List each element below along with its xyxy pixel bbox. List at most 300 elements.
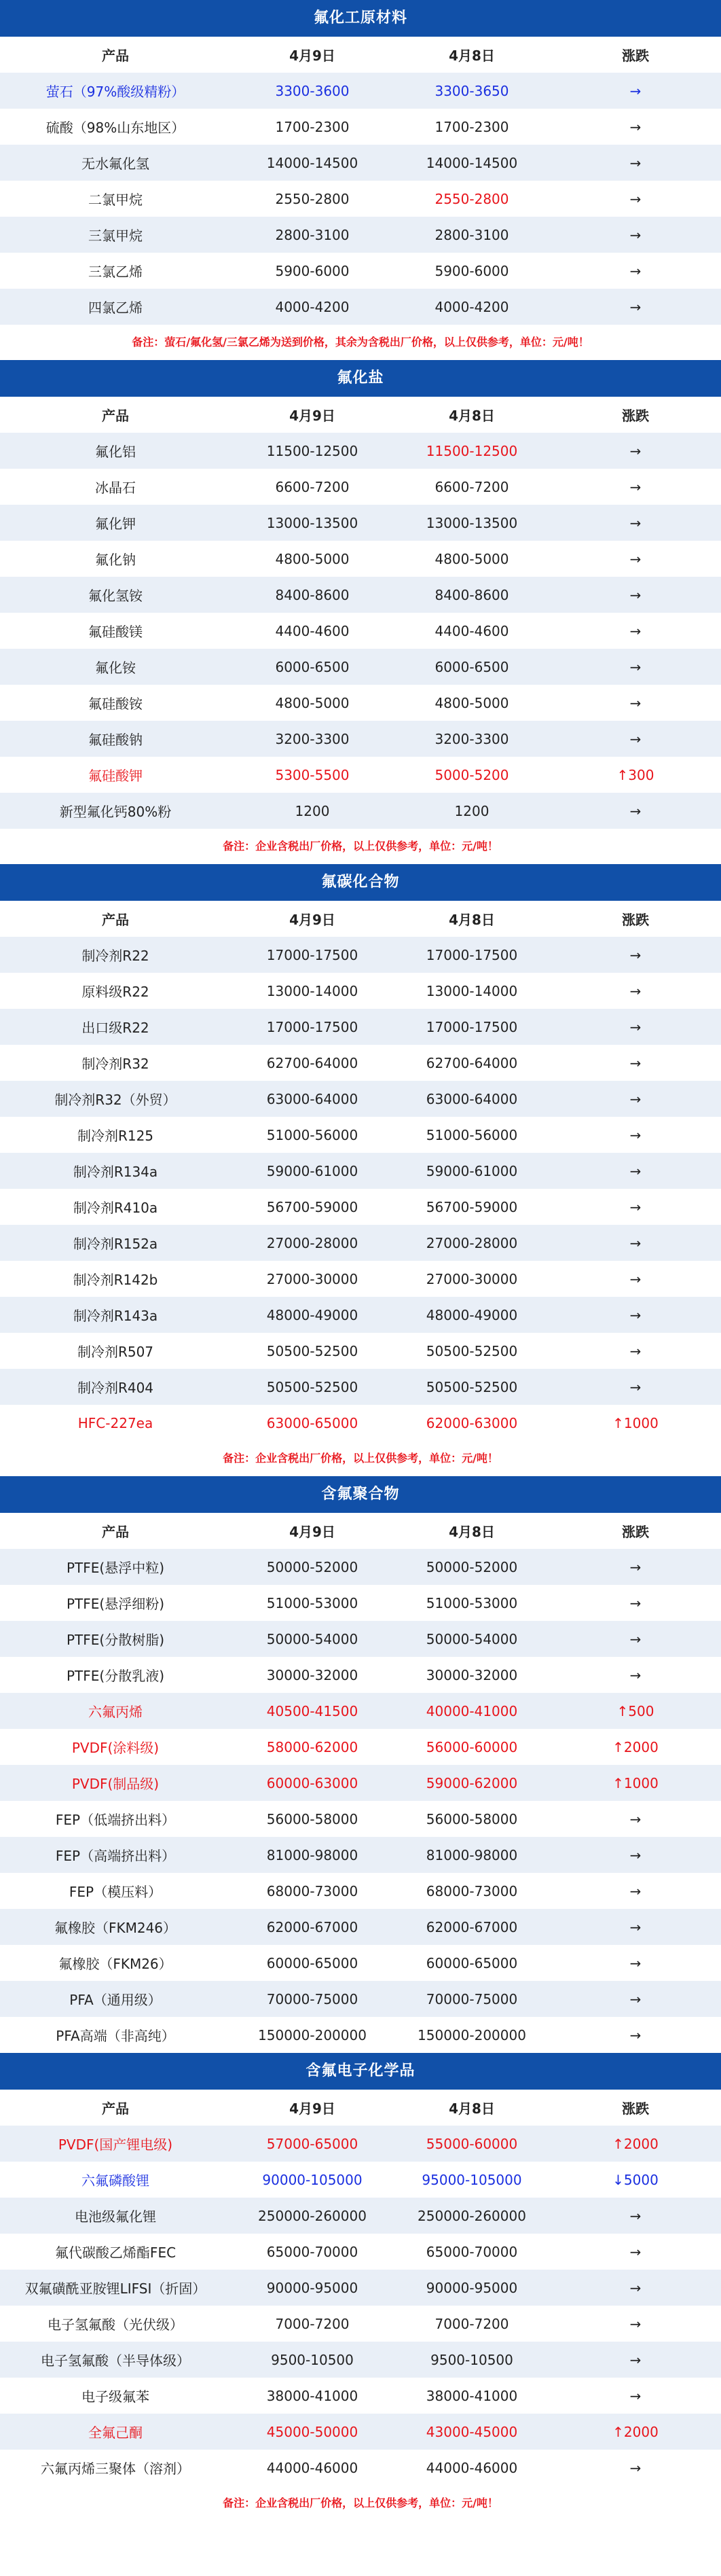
table-row: [0, 1657, 721, 1693]
price-change: →: [629, 1990, 642, 2007]
price-change: →: [629, 1270, 642, 1287]
price-date-2: 150000-200000: [418, 2026, 526, 2043]
price-date-2: 1200: [454, 802, 489, 819]
product-name: 制冷剂R134a: [73, 1164, 158, 1180]
price-change: ↑1000: [612, 1774, 659, 1791]
table-header-row: [0, 901, 721, 937]
price-date-1: 8400-8600: [275, 586, 350, 603]
price-section: [0, 360, 721, 864]
table-row: [0, 109, 721, 145]
table-row: [0, 613, 721, 649]
product-name: 全氟己酮: [88, 2425, 143, 2441]
price-date-2: 51000-56000: [426, 1126, 518, 1143]
table-row: [0, 1369, 721, 1405]
table-row: [0, 541, 721, 577]
product-name: 六氟磷酸锂: [81, 2172, 149, 2189]
price-date-2: 6600-7200: [435, 478, 509, 495]
price-date-2: 38000-41000: [426, 2387, 518, 2404]
price-date-1: 4800-5000: [275, 694, 350, 711]
price-change: →: [629, 118, 642, 135]
price-change: →: [629, 1342, 642, 1359]
product-name: 电子级氟苯: [81, 2389, 149, 2405]
header-date-2: 4月8日: [449, 2100, 495, 2117]
table-row: [0, 1153, 721, 1189]
header-product: 产品: [102, 1524, 129, 1540]
product-name: PTFE(分散乳液): [66, 1668, 165, 1684]
section-title: 氟碳化合物: [0, 864, 721, 901]
price-date-1: 48000-49000: [266, 1306, 358, 1323]
table-row: [0, 2378, 721, 2414]
price-date-2: 62000-63000: [426, 1414, 518, 1431]
price-date-1: 58000-62000: [266, 1738, 358, 1755]
table-row: [0, 1081, 721, 1117]
header-change: 涨跌: [622, 408, 649, 424]
table-row: [0, 1873, 721, 1909]
price-change: →: [629, 1810, 642, 1827]
table-row: [0, 1765, 721, 1801]
product-name: 制冷剂R142b: [73, 1272, 158, 1288]
product-name: FEP（高端挤出料）: [55, 1848, 176, 1864]
table-row: [0, 217, 721, 253]
table-row: [0, 2450, 721, 2486]
price-date-1: 57000-65000: [266, 2135, 358, 2152]
table-row: [0, 793, 721, 829]
price-date-2: 4800-5000: [435, 694, 509, 711]
product-name: 四氯乙烯: [88, 300, 143, 316]
table-row: [0, 1585, 721, 1621]
price-change: →: [629, 586, 642, 603]
price-date-1: 38000-41000: [266, 2387, 358, 2404]
price-date-1: 2800-3100: [275, 226, 350, 243]
price-date-1: 14000-14500: [266, 154, 358, 171]
price-date-2: 51000-53000: [426, 1594, 518, 1611]
product-name: 氟化氢铵: [88, 588, 143, 604]
price-date-2: 60000-65000: [426, 1954, 518, 1971]
table-row: [0, 1837, 721, 1873]
section-title: 含氟电子化学品: [0, 2053, 721, 2090]
price-date-2: 4800-5000: [435, 550, 509, 567]
table-row: [0, 145, 721, 181]
price-change: →: [629, 1954, 642, 1971]
product-name: PFA（通用级）: [69, 1992, 162, 2008]
product-name: 六氟丙烯: [88, 1704, 143, 1720]
price-change: →: [629, 190, 642, 207]
price-change: →: [629, 1090, 642, 1107]
price-date-2: 50500-52500: [426, 1378, 518, 1395]
table-row: [0, 2126, 721, 2162]
price-date-2: 250000-260000: [418, 2207, 526, 2224]
table-row: [0, 1801, 721, 1837]
table-row: [0, 1621, 721, 1657]
price-change: →: [629, 946, 642, 963]
price-date-1: 50500-52500: [266, 1378, 358, 1395]
table-header-row: [0, 2090, 721, 2126]
price-date-2: 6000-6500: [435, 658, 509, 675]
price-date-1: 13000-14000: [266, 982, 358, 999]
price-change: ↑2000: [612, 1738, 659, 1755]
price-date-2: 27000-30000: [426, 1270, 518, 1287]
table-row: [0, 505, 721, 541]
price-date-1: 68000-73000: [266, 1882, 358, 1899]
product-name: 氟硅酸钾: [88, 768, 143, 784]
header-change: 涨跌: [622, 2100, 649, 2117]
price-date-1: 1700-2300: [275, 118, 350, 135]
price-change: →: [629, 298, 642, 315]
product-name: 氟橡胶（FKM246）: [54, 1920, 177, 1936]
table-header-row: [0, 397, 721, 433]
table-row: [0, 721, 721, 757]
table-row: [0, 757, 721, 793]
price-date-2: 13000-13500: [426, 514, 518, 531]
price-date-2: 13000-14000: [426, 982, 518, 999]
price-date-1: 1200: [295, 802, 330, 819]
product-name: 三氯乙烯: [88, 264, 143, 280]
header-date-2: 4月8日: [449, 1524, 495, 1540]
price-date-2: 50000-52000: [426, 1558, 518, 1575]
price-date-1: 150000-200000: [258, 2026, 367, 2043]
price-date-1: 50500-52500: [266, 1342, 358, 1359]
header-date-1: 4月9日: [289, 912, 335, 928]
table-row: [0, 1045, 721, 1081]
product-name: 二氯甲烷: [88, 192, 143, 208]
table-row: [0, 2306, 721, 2342]
price-date-1: 59000-61000: [266, 1162, 358, 1179]
price-section: [0, 1476, 721, 2053]
price-date-2: 5900-6000: [435, 262, 509, 279]
table-row: [0, 1981, 721, 2017]
price-date-2: 7000-7200: [435, 2315, 509, 2332]
table-row: [0, 73, 721, 109]
product-name: 氟化铵: [95, 660, 136, 676]
price-date-2: 70000-75000: [426, 1990, 518, 2007]
product-name: PTFE(悬浮中粒): [66, 1560, 165, 1576]
table-row: [0, 1297, 721, 1333]
product-name: HFC-227ea: [77, 1414, 153, 1431]
product-name: 制冷剂R404: [77, 1380, 154, 1396]
price-date-2: 4000-4200: [435, 298, 509, 315]
product-name: FEP（模压料）: [69, 1884, 162, 1900]
price-date-1: 56000-58000: [266, 1810, 358, 1827]
price-date-2: 48000-49000: [426, 1306, 518, 1323]
price-date-1: 5900-6000: [275, 262, 350, 279]
section-title: 氟化工原材料: [0, 0, 721, 37]
product-name: 电子氢氟酸（半导体级）: [41, 2353, 190, 2369]
product-name: 制冷剂R32（外贸）: [54, 1092, 177, 1108]
price-date-2: 63000-64000: [426, 1090, 518, 1107]
price-date-2: 1700-2300: [435, 118, 509, 135]
product-name: 制冷剂R143a: [73, 1308, 158, 1324]
price-date-1: 3300-3600: [275, 82, 350, 99]
table-row: [0, 2017, 721, 2053]
table-row: [0, 1009, 721, 1045]
price-date-2: 11500-12500: [426, 442, 518, 459]
product-name: 双氟磺酰亚胺锂LIFSI（折固）: [24, 2280, 206, 2297]
price-date-2: 40000-41000: [426, 1702, 518, 1719]
price-change: ↑1000: [612, 1414, 659, 1431]
price-change: ↓5000: [612, 2171, 659, 2188]
price-change: →: [629, 1198, 642, 1215]
price-date-2: 50000-54000: [426, 1630, 518, 1647]
product-name: 氟化钠: [95, 552, 136, 568]
product-name: 电子氢氟酸（光伏级）: [48, 2316, 183, 2333]
table-row: [0, 1693, 721, 1729]
price-date-2: 62700-64000: [426, 1054, 518, 1071]
price-change: →: [629, 1882, 642, 1899]
price-change: →: [629, 2351, 642, 2368]
product-name: 制冷剂R410a: [73, 1200, 158, 1216]
price-change: →: [629, 1558, 642, 1575]
price-date-1: 45000-50000: [266, 2423, 358, 2440]
price-change: →: [629, 262, 642, 279]
price-date-1: 63000-64000: [266, 1090, 358, 1107]
product-name: 硫酸（98%山东地区）: [45, 120, 185, 136]
table-row: [0, 1261, 721, 1297]
price-change: →: [629, 2026, 642, 2043]
price-date-1: 9500-10500: [271, 2351, 354, 2368]
price-change: →: [629, 1846, 642, 1863]
price-date-2: 65000-70000: [426, 2243, 518, 2260]
price-date-1: 65000-70000: [266, 2243, 358, 2260]
product-name: PVDF(国产锂电级): [58, 2136, 173, 2153]
product-name: 氟硅酸铵: [88, 696, 143, 712]
price-date-2: 9500-10500: [430, 2351, 513, 2368]
header-product: 产品: [102, 2100, 129, 2117]
price-change: →: [629, 1234, 642, 1251]
price-date-2: 30000-32000: [426, 1666, 518, 1683]
product-name: 六氟丙烯三聚体（溶剂）: [41, 2461, 190, 2477]
section-title: 氟化盐: [0, 360, 721, 397]
price-date-1: 51000-56000: [266, 1126, 358, 1143]
price-change: ↑2000: [612, 2423, 659, 2440]
price-date-1: 250000-260000: [258, 2207, 367, 2224]
price-date-1: 27000-28000: [266, 1234, 358, 1251]
header-change: 涨跌: [622, 1524, 649, 1540]
price-date-2: 95000-105000: [422, 2171, 522, 2188]
price-change: →: [629, 154, 642, 171]
price-change: →: [629, 2315, 642, 2332]
price-change: →: [629, 1018, 642, 1035]
product-name: 氟代碳酸乙烯酯FEC: [54, 2244, 177, 2261]
price-date-1: 62700-64000: [266, 1054, 358, 1071]
table-row: [0, 253, 721, 289]
table-row: [0, 577, 721, 613]
price-section: [0, 0, 721, 360]
table-header-row: [0, 1513, 721, 1549]
header-product: 产品: [102, 48, 129, 64]
product-name: 萤石（97%酸级精粉）: [45, 84, 185, 100]
product-name: 新型氟化钙80%粉: [59, 804, 172, 820]
price-change: →: [629, 1306, 642, 1323]
price-date-1: 17000-17500: [266, 1018, 358, 1035]
price-date-1: 44000-46000: [266, 2459, 358, 2476]
product-name: PTFE(分散树脂): [66, 1632, 165, 1648]
table-row: [0, 2414, 721, 2450]
product-name: 冰晶石: [95, 480, 136, 496]
price-date-1: 2550-2800: [275, 190, 350, 207]
table-row: [0, 1333, 721, 1369]
header-date-2: 4月8日: [449, 408, 495, 424]
price-change: →: [629, 2387, 642, 2404]
header-date-1: 4月9日: [289, 48, 335, 64]
price-date-2: 17000-17500: [426, 1018, 518, 1035]
table-row: [0, 1945, 721, 1981]
section-note: 备注：企业含税出厂价格，以上仅供参考，单位：元/吨！: [0, 1441, 721, 1476]
table-row: [0, 469, 721, 505]
table-row: [0, 937, 721, 973]
header-change: 涨跌: [622, 48, 649, 64]
header-date-1: 4月9日: [289, 2100, 335, 2117]
price-change: →: [629, 1126, 642, 1143]
price-date-2: 2800-3100: [435, 226, 509, 243]
product-name: PVDF(制品级): [71, 1776, 160, 1792]
price-change: →: [629, 82, 642, 99]
price-date-1: 70000-75000: [266, 1990, 358, 2007]
table-row: [0, 1225, 721, 1261]
product-name: 三氯甲烷: [88, 228, 143, 244]
price-date-2: 62000-67000: [426, 1918, 518, 1935]
price-change: →: [629, 1918, 642, 1935]
price-date-2: 68000-73000: [426, 1882, 518, 1899]
table-row: [0, 1909, 721, 1945]
price-date-1: 50000-52000: [266, 1558, 358, 1575]
price-date-1: 62000-67000: [266, 1918, 358, 1935]
product-name: 氟化铝: [95, 444, 136, 460]
price-date-1: 3200-3300: [275, 730, 350, 747]
price-date-2: 59000-61000: [426, 1162, 518, 1179]
product-name: 氟化钾: [95, 516, 136, 532]
price-change: →: [629, 1630, 642, 1647]
product-name: 原料级R22: [81, 984, 149, 1000]
header-date-2: 4月8日: [449, 912, 495, 928]
price-date-2: 90000-95000: [426, 2279, 518, 2296]
header-product: 产品: [102, 912, 129, 928]
price-change: →: [629, 694, 642, 711]
price-date-1: 50000-54000: [266, 1630, 358, 1647]
price-date-2: 43000-45000: [426, 2423, 518, 2440]
product-name: FEP（低端挤出料）: [55, 1812, 176, 1828]
product-name: 氟硅酸镁: [88, 624, 143, 640]
header-date-1: 4月9日: [289, 1524, 335, 1540]
price-change: →: [629, 442, 642, 459]
product-name: 制冷剂R22: [81, 948, 149, 964]
price-date-1: 63000-65000: [266, 1414, 358, 1431]
price-date-1: 30000-32000: [266, 1666, 358, 1683]
price-date-1: 60000-63000: [266, 1774, 358, 1791]
product-name: 出口级R22: [81, 1020, 149, 1036]
price-date-2: 17000-17500: [426, 946, 518, 963]
table-row: [0, 2234, 721, 2270]
price-date-1: 4400-4600: [275, 622, 350, 639]
price-change: ↑300: [616, 766, 654, 783]
price-date-2: 56700-59000: [426, 1198, 518, 1215]
price-change: ↑2000: [612, 2135, 659, 2152]
price-date-1: 27000-30000: [266, 1270, 358, 1287]
price-date-1: 81000-98000: [266, 1846, 358, 1863]
table-header-row: [0, 37, 721, 73]
price-date-1: 17000-17500: [266, 946, 358, 963]
price-date-2: 5000-5200: [435, 766, 509, 783]
price-date-2: 55000-60000: [426, 2135, 518, 2152]
product-name: PVDF(涂料级): [71, 1740, 160, 1756]
price-date-1: 90000-105000: [262, 2171, 363, 2188]
section-note: 备注：企业含税出厂价格，以上仅供参考，单位：元/吨！: [0, 829, 721, 864]
price-change: →: [629, 1162, 642, 1179]
price-date-2: 14000-14500: [426, 154, 518, 171]
table-row: [0, 1729, 721, 1765]
section-title: 含氟聚合物: [0, 1476, 721, 1513]
price-change: →: [629, 550, 642, 567]
price-date-2: 27000-28000: [426, 1234, 518, 1251]
table-row: [0, 1117, 721, 1153]
price-date-2: 3300-3650: [435, 82, 509, 99]
product-name: PTFE(悬浮细粉): [66, 1596, 165, 1612]
price-date-1: 40500-41500: [266, 1702, 358, 1719]
product-name: 制冷剂R32: [81, 1056, 149, 1072]
price-date-2: 56000-60000: [426, 1738, 518, 1755]
price-change: →: [629, 982, 642, 999]
price-change: →: [629, 2243, 642, 2260]
price-date-2: 56000-58000: [426, 1810, 518, 1827]
section-note: 备注：企业含税出厂价格，以上仅供参考，单位：元/吨！: [0, 2486, 721, 2521]
price-change: →: [629, 1378, 642, 1395]
price-change: →: [629, 2459, 642, 2476]
table-row: [0, 1549, 721, 1585]
price-date-1: 56700-59000: [266, 1198, 358, 1215]
price-date-2: 3200-3300: [435, 730, 509, 747]
price-date-1: 11500-12500: [266, 442, 358, 459]
price-date-1: 60000-65000: [266, 1954, 358, 1971]
product-name: 制冷剂R125: [77, 1128, 154, 1144]
price-date-1: 6000-6500: [275, 658, 350, 675]
table-row: [0, 2162, 721, 2198]
header-product: 产品: [102, 408, 129, 424]
table-row: [0, 1405, 721, 1441]
price-section: [0, 2053, 721, 2521]
price-date-2: 44000-46000: [426, 2459, 518, 2476]
product-name: 氟硅酸钠: [88, 732, 143, 748]
table-row: [0, 685, 721, 721]
price-change: →: [629, 514, 642, 531]
header-change: 涨跌: [622, 912, 649, 928]
price-change: →: [629, 1054, 642, 1071]
price-change: →: [629, 2207, 642, 2224]
table-row: [0, 181, 721, 217]
price-change: →: [629, 2279, 642, 2296]
table-row: [0, 2342, 721, 2378]
table-row: [0, 433, 721, 469]
price-date-1: 51000-53000: [266, 1594, 358, 1611]
price-change: →: [629, 1666, 642, 1683]
price-date-1: 7000-7200: [275, 2315, 350, 2332]
table-row: [0, 649, 721, 685]
price-date-1: 13000-13500: [266, 514, 358, 531]
price-change: →: [629, 802, 642, 819]
price-date-2: 4400-4600: [435, 622, 509, 639]
product-name: 制冷剂R507: [77, 1344, 154, 1360]
price-date-2: 8400-8600: [435, 586, 509, 603]
price-date-2: 59000-62000: [426, 1774, 518, 1791]
price-date-2: 81000-98000: [426, 1846, 518, 1863]
price-change: ↑500: [616, 1702, 654, 1719]
price-date-2: 2550-2800: [435, 190, 509, 207]
price-date-1: 5300-5500: [275, 766, 350, 783]
product-name: 无水氟化氢: [81, 156, 149, 172]
price-date-1: 4800-5000: [275, 550, 350, 567]
price-change: →: [629, 658, 642, 675]
price-date-1: 6600-7200: [275, 478, 350, 495]
header-date-2: 4月8日: [449, 48, 495, 64]
product-name: 电池级氟化锂: [75, 2208, 156, 2225]
